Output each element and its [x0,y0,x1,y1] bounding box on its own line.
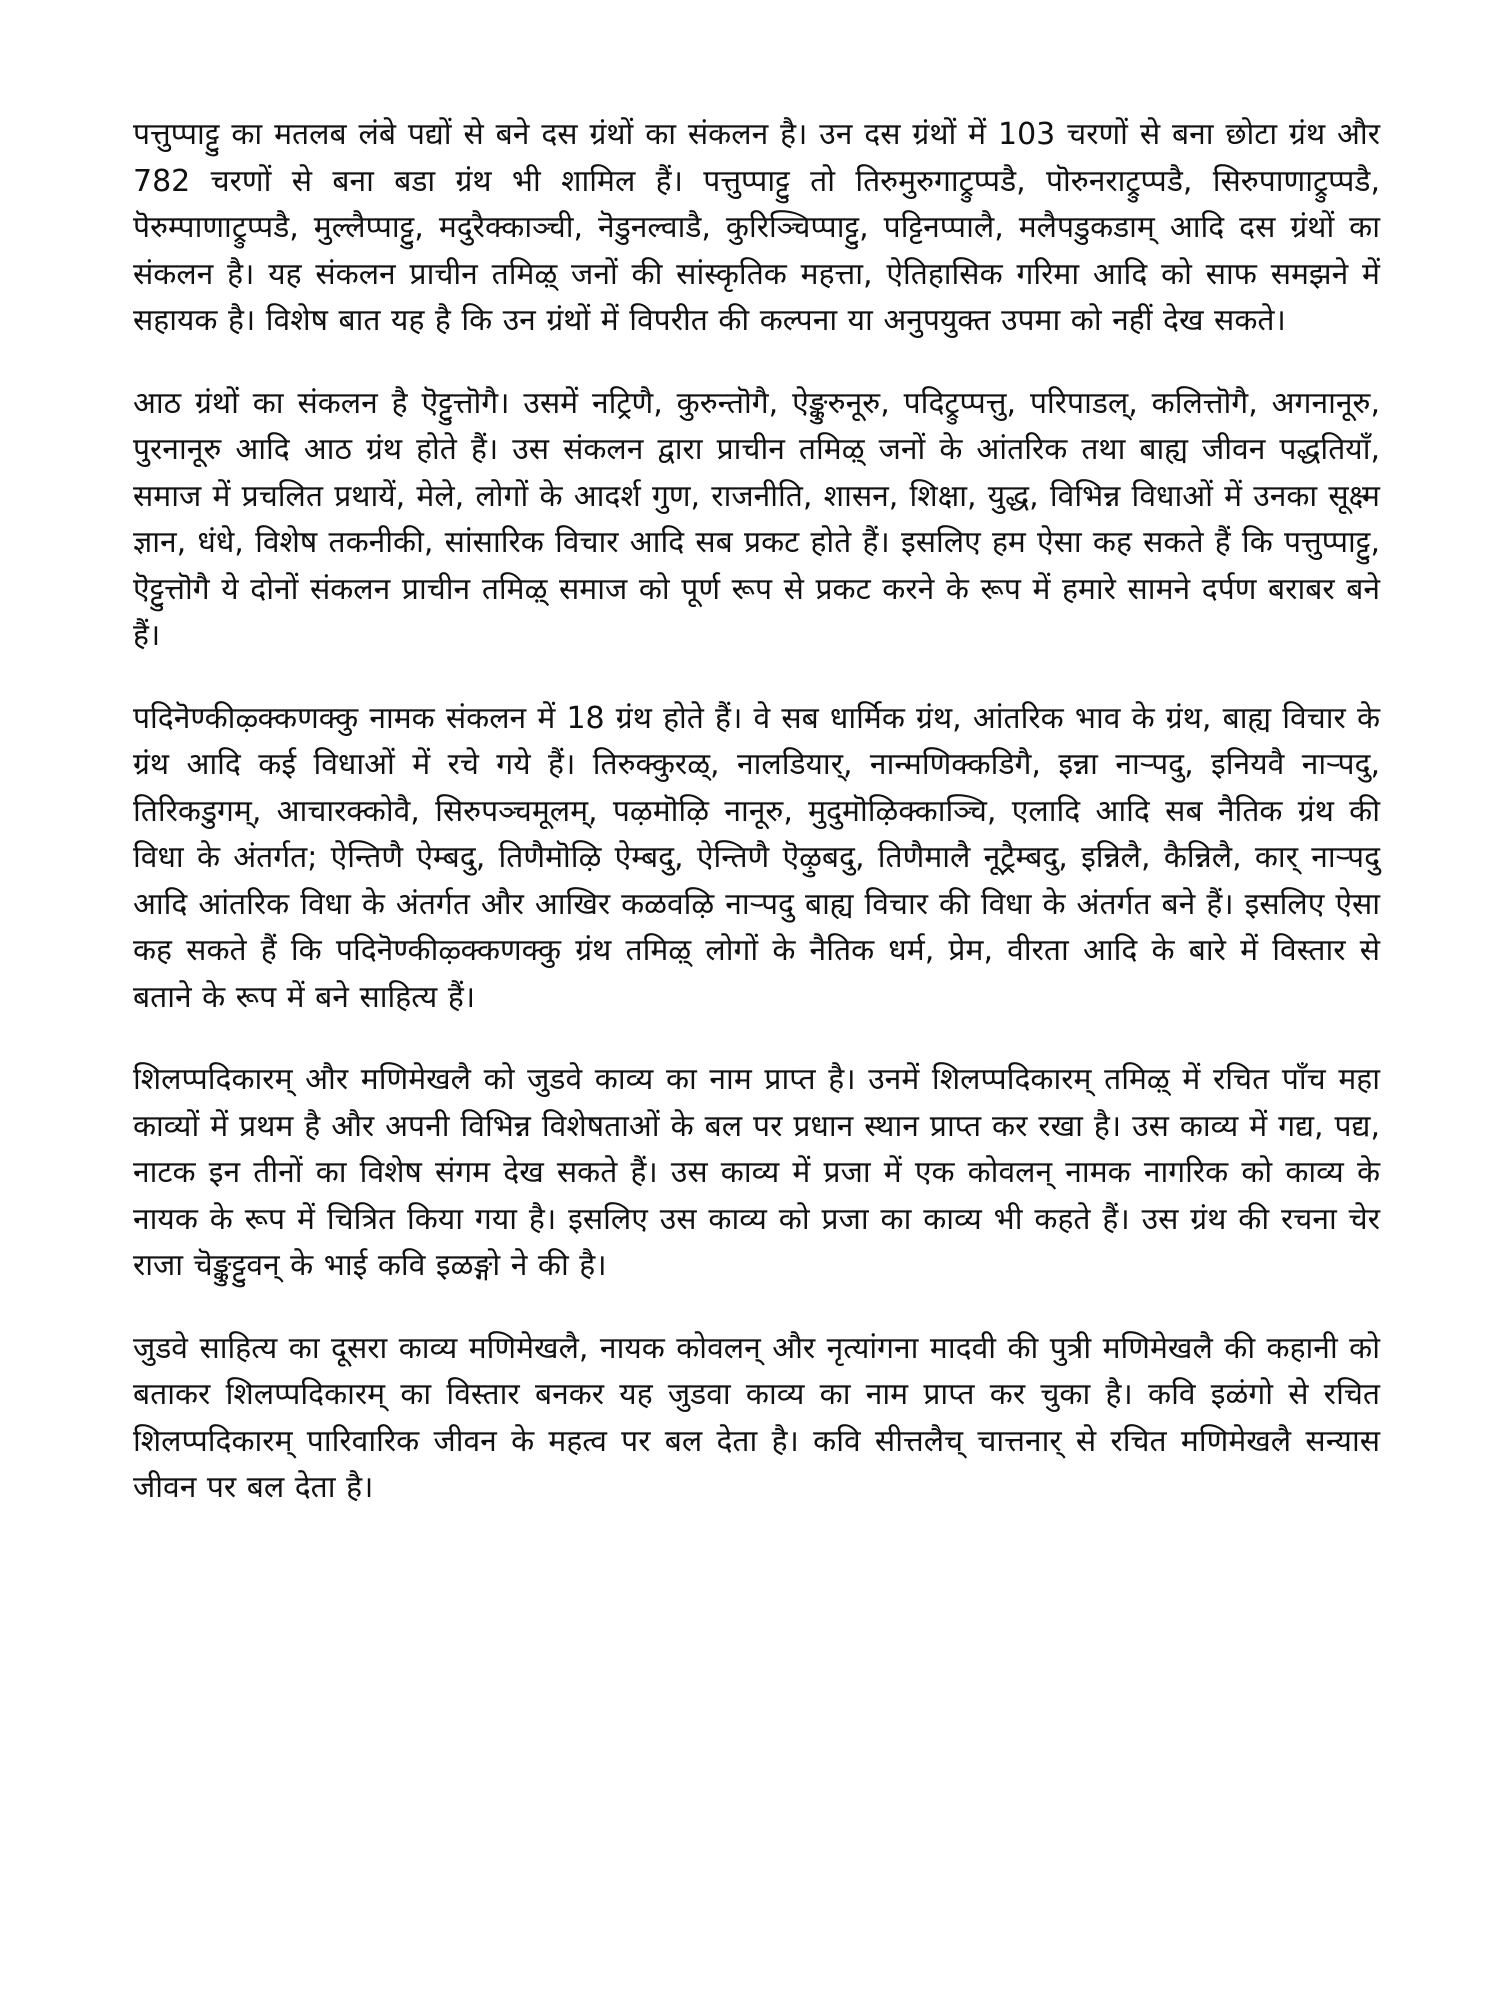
paragraph-manimekalai: जुडवे साहित्य का दूसरा काव्य मणिमेखलै, नायक कोवलन् और नृत्यांगना मादवी की पुत्री मणिमेखलै की कहानी को बताकर शिलप्पदिकारम् का विस्तार बनकर यह जुडवा काव्य का नाम प्राप्त कर चुका है। कवि इळंगो से रचित शिलप्पदिकारम् पारिवारिक जीवन के महत्व पर बल देता है। कवि सीत्तलैच् चात्तनार् से रचित मणिमेखलै सन्यास जीवन पर बल देता है। [133,1330,1380,1505]
paragraph-pattuppattu: पत्तुप्पाट्टु का मतलब लंबे पद्यों से बने दस ग्रंथों का संकलन है। उन दस ग्रंथों में 103 चरणों से बना छोटा ग्रंथ और 782 चरणों से बना बडा ग्रंथ भी शामिल हैं। पत्तुप्पाट्टु तो तिरुमुरुगाट्रुप्पडै, पॊरुनराट्रुप्पडै, सिरुपाणाट्रुप्पडै, पॆरुम्पाणाट्रुप्पडै, मुल्लैप्पाट्टु, मदुरैक्काञ्ची, नॆडुनल्वाडै, कुरिञ्चिप्पाट्टु, पट्टिनप्पालै, मलैपडुकडाम् आदि दस ग्रंथों का संकलन है। यह संकलन प्राचीन तमिऴ् जनों की सांस्कृतिक महत्ता, ऐतिहासिक गरिमा आदि को साफ समझने में सहायक है। विशेष बात यह है कि उन ग्रंथों में विपरीत की कल्पना या अनुपयुक्त उपमा को नहीं देख सकते। [133,117,1380,338]
paragraph-padinenkilkanakku: पदिनॆण्कीऴ्क्कणक्कु नामक संकलन में 18 ग्रंथ होते हैं। वे सब धार्मिक ग्रंथ, आंतरिक भाव के ग्रंथ, बाह्य विचार के ग्रंथ आदि कई विधाओं में रचे गये हैं। तिरुक्कुरळ्, नालडियार्, नान्मणिक्कडिगै, इन्ना नाऱ्पदु, इनियवै नाऱ्पदु, तिरिकडुगम्, आचारक्कोवै, सिरुपञ्चमूलम्, पऴमॊऴि नानूरु, मुदुमॊऴिक्काञ्चि, एलादि आदि सब नैतिक ग्रंथ की विधा के अंतर्गत; ऐन्तिणै ऐम्बदु, तिणैमॊऴि ऐम्बदु, ऐन्तिणै ऎऴुबदु, तिणैमालै नूट्रैम्बदु, इन्निलै, कैन्निलै, कार् नाऱ्पदु आदि आंतरिक विधा के अंतर्गत और आखिर कळवऴि नाऱ्पदु बाह्य विचार की विधा के अंतर्गत बने हैं। इसलिए ऐसा कह सकते हैं कि पदिनॆण्कीऴ्क्कणक्कु ग्रंथ तमिऴ् लोगों के नैतिक धर्म, प्रेम, वीरता आदि के बारे में विस्तार से बताने के रूप में बने साहित्य हैं। [133,700,1380,1015]
paragraph-silappadikaram: शिलप्पदिकारम् और मणिमेखलै को जुडवे काव्य का नाम प्राप्त है। उनमें शिलप्पदिकारम् तमिऴ् में रचित पाँच महा काव्यों में प्रथम है और अपनी विभिन्न विशेषताओं के बल पर प्रधान स्थान प्राप्त कर रखा है। उस काव्य में गद्य, पद्य, नाटक इन तीनों का विशेष संगम देख सकते हैं। उस काव्य में प्रजा में एक कोवलन् नामक नागरिक को काव्य के नायक के रूप में चित्रित किया गया है। इसलिए उस काव्य को प्रजा का काव्य भी कहते हैं। उस ग्रंथ की रचना चेर राजा चॆङ्कुट्टुवन् के भाई कवि इळङ्गो ने की है। [133,1062,1380,1283]
paragraph-ettuttogai: आठ ग्रंथों का संकलन है ऎट्टुत्तॊगै। उसमें नट्रिणै, कुरुन्तॊगै, ऐङ्कुरुनूरु, पदिट्रुप्पत्तु, परिपाडल्, कलित्तॊगै, अगनानूरु, पुरनानूरु आदि आठ ग्रंथ होते हैं। उस संकलन द्वारा प्राचीन तमिऴ् जनों के आंतरिक तथा बाह्य जीवन पद्धतियाँ, समाज में प्रचलित प्रथायें, मेले, लोगों के आदर्श गुण, राजनीति, शासन, शिक्षा, युद्ध, विभिन्न विधाओं में उनका सूक्ष्म ज्ञान, धंधे, विशेष तकनीकी, सांसारिक विचार आदि सब प्रकट होते हैं। इसलिए हम ऐसा कह सकते हैं कि पत्तुप्पाट्टु, ऎट्टुत्तॊगै ये दोनों संकलन प्राचीन तमिऴ् समाज को पूर्ण रूप से प्रकट करने के रूप में हमारे सामने दर्पण बराबर बने हैं। [133,385,1380,653]
